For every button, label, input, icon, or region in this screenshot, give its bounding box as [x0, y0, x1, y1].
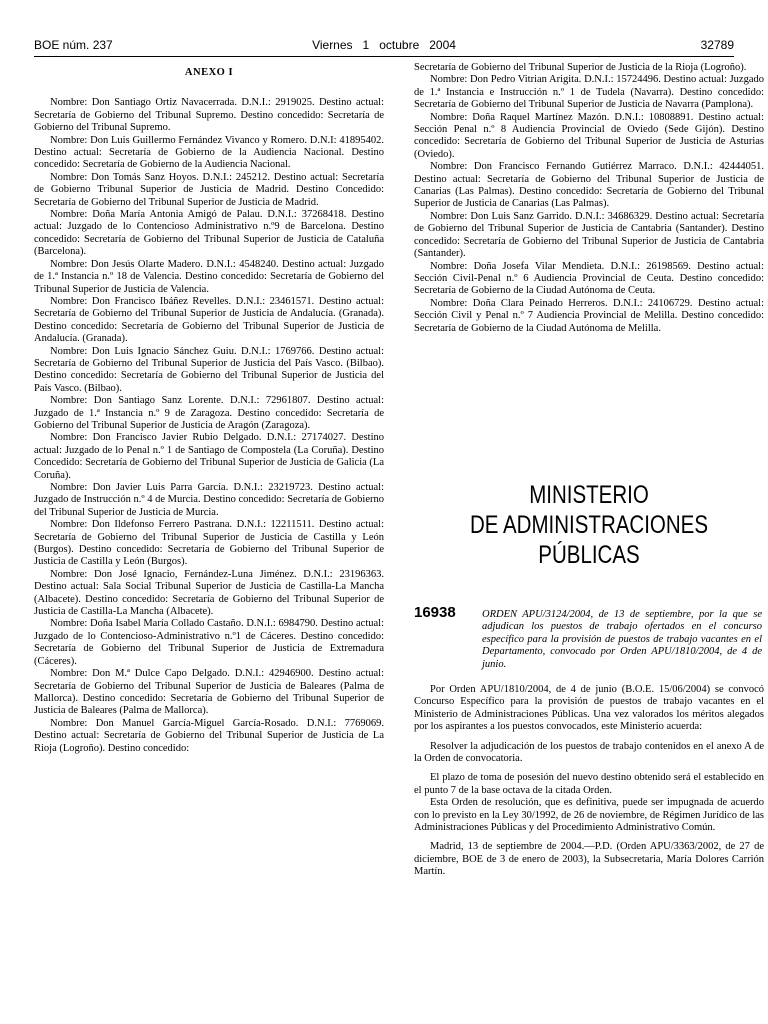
entry-paragraph: Nombre: Don Manuel García-Miguel García-Rosado. D.N.I.: 7769069. Destino actual: Secretaría de Gobierno del Tribunal Superior de Justicia de La Rioja (Logroño). Destino concedido: [34, 717, 384, 754]
order-paragraph: Por Orden APU/1810/2004, de 4 de junio (B.O.E. 15/06/2004) se convocó Concurso Específico para la provisión de puestos de trabajo vacantes en el Ministerio de Administraciones Públicas. Una vez valorados los méritos alegados por los aspirantes a los puestos convocados, este Ministerio acuerda: [414, 684, 764, 733]
order-paragraph: Esta Orden de resolución, que es definitiva, puede ser impugnada de acuerdo con lo previsto en la Ley 30/1992, de 26 de noviembre, de Régimen Jurídico de las Administraciones Públicas y del Procedimiento Administrativo Común. [414, 797, 764, 834]
entry-paragraph: Nombre: Don Luis Ignacio Sánchez Guiu. D.N.I.: 1769766. Destino actual: Secretaría de Gobierno del Tribunal Superior de Justicia del País Vasco. (Bilbao). Destino concedido: Secretaría de Gobierno del Tribunal Superior de Justicia del País Vasco. (Bilbao). [34, 345, 384, 394]
entry-paragraph: Nombre: Don Luis Sanz Garrido. D.N.I.: 34686329. Destino actual: Secretaría de Gobierno del Tribunal Superior de Justicia de Cantabria (Santander). Destino concedido: Secretaría de Gobierno del Tribunal Superior de Justicia de Cantabria (Santander). [414, 210, 764, 260]
entry-continuation: Secretaría de Gobierno del Tribunal Superior de Justicia de la Rioja (Logroño). [414, 62, 747, 73]
entry-paragraph: Nombre: Don Jesús Olarte Madero. D.N.I.: 4548240. Destino actual: Juzgado de 1.ª Instancia n.º 18 de Valencia. Destino concedido: Secretaría de Gobierno del Tribunal Superior de Justicia de Valencia. [34, 258, 384, 295]
publication-date: Viernes 1 octubre 2004 [312, 38, 456, 52]
order-signature: Madrid, 13 de septiembre de 2004.—P.D. (Orden APU/3363/2002, de 27 de diciembre, BOE de 3 de enero de 2003), la Subsecretaria, María Dolores Carrión Martín. [414, 841, 764, 878]
ministry-heading [446, 480, 733, 570]
entry-paragraph: Nombre: Doña Josefa Vilar Mendieta. D.N.I.: 26198569. Destino actual: Sección Civil-Penal n.º 6 Audiencia Provincial de Ceuta. Destino concedido: Secretaría de Gobierno de la Ciudad Autónoma de Ceuta. [414, 260, 764, 297]
order-number: 16938 [414, 604, 456, 621]
left-column [34, 62, 384, 755]
entry-paragraph: Nombre: Don Pedro Vitrian Arigita. D.N.I.: 15724496. Destino actual: Juzgado de 1.ª Instancia e Instrucción n.º 1 de Tudela (Navarra). Destino concedido: Secretaría de Gobierno del Tribunal Superior de Justicia de Navarra (Pamplona). [414, 74, 764, 111]
entry-paragraph: Nombre: Don Luis Guillermo Fernández Vivanco y Romero. D.N.I: 41895402. Destino actual: Secretaría de Gobierno de la Audiencia Nacional. Destino concedido: Secretaría de Gobierno de la Audiencia Nacional. [34, 134, 384, 171]
entry-paragraph: Nombre: Doña Clara Peinado Herreros. D.N.I.: 24106729. Destino actual: Sección Civil y Penal n.º 7 Audiencia Provincial de Melilla. Destino concedido: Secretaría de Gobierno de la Ciudad Autónoma de Melilla. [414, 297, 764, 334]
entry-paragraph: Nombre: Doña Isabel María Collado Castaño. D.N.I.: 6984790. Destino actual: Juzgado de lo Contencioso-Administrativo n.º1 de Cáceres. Destino concedido: Secretaría de Gobierno del Tribunal Superior de Justicia de Extremadura (Cáceres). [34, 618, 384, 667]
ministry-line: MINISTERIO [529, 481, 649, 509]
page-number: 32789 [700, 38, 734, 52]
journal-issue: BOE núm. 237 [34, 38, 113, 52]
entry-paragraph: Nombre: Don Francisco Fernando Gutiérrez Marraco. D.N.I.: 42444051. Destino actual: Secretaría de Gobierno del Tribunal Superior de Justicia de Canarias (Las Palmas). Destino concedido: Secretaría de Gobierno del Tribunal Superior de Justicia de Canarias (Las Palmas). [414, 161, 764, 210]
order-body [414, 684, 764, 879]
ministry-line: DE ADMINISTRACIONES [469, 511, 709, 539]
entry-paragraph: Nombre: Don Francisco Ibáñez Revelles. D.N.I.: 23461571. Destino actual: Secretaría de Gobierno del Tribunal Superior de Justicia de Andalucía. (Granada). Destino concedido: Secretaría de Gobierno del Tribunal Superior de Justicia de Andalucía. (Granada). [34, 295, 384, 345]
order-paragraph: El plazo de toma de posesión del nuevo destino obtenido será el establecido en el punto 7 de la base octava de la citada Orden. [414, 772, 764, 796]
right-column [414, 62, 764, 335]
entry-paragraph: Nombre: Doña Raquel Martínez Mazón. D.N.I.: 10808891. Destino actual: Sección Penal n.º 8 Audiencia Provincial de Oviedo (Sede Gijón). Destino concedido: Secretaría de Gobierno del Tribunal Superior de Justicia de Asturias (Oviedo). [414, 111, 764, 160]
entry-paragraph: Nombre: Don Santiago Ortiz Navacerrada. D.N.I.: 2919025. Destino actual: Secretaría de Gobierno del Tribunal Supremo. Destino concedido: Secretaría de Gobierno del Tribunal Supremo. [34, 97, 384, 134]
entry-paragraph: Nombre: Don José Ignacio, Fernández-Luna Jiménez. D.N.I.: 23196363. Destino actual: Sala Social Tribunal Superior de Justicia de Castilla-La Mancha (Albacete). Destino concedido: Secretaría de Gobierno del Tribunal Superior de Justicia de Castilla-La Mancha (Albacete). [34, 568, 384, 618]
entry-paragraph: Nombre: Don Tomás Sanz Hoyos. D.N.I.: 245212. Destino actual: Secretaría de Gobierno Tribunal Superior de Justicia de Madrid. Destino Concedido: Secretaría de Gobierno del Tribunal Superior de Justicia de Madrid. [34, 171, 384, 208]
ministry-line: PÚBLICAS [538, 541, 640, 569]
entry-paragraph: Nombre: Don Santiago Sanz Lorente. D.N.I.: 72961807. Destino actual: Juzgado de 1.ª Instancia n.º 9 de Zaragoza. Destino concedido: Secretaría de Gobierno del Tribunal Superior de Justicia de Aragón (Zaragoza). [34, 395, 384, 431]
order-title: ORDEN APU/3124/2004, de 13 de septiembre, por la que se adjudican los puestos de trabajo ofertados en el concurso específico para la provisión de puestos de trabajo vacantes en el Departamento, convocado por Orden APU/1810/2004, de 4 de junio. [482, 609, 762, 670]
entry-paragraph: Nombre: Don Ildefonso Ferrero Pastrana. D.N.I.: 12211511. Destino actual: Secretaría de Gobierno del Tribunal Superior de Justicia de Castilla y León (Burgos). Destino concedido: Secretaría de Gobierno del Tribunal Superior de Justicia de Castilla y León (Burgos). [34, 519, 384, 568]
entry-paragraph: Nombre: Don Javier Luis Parra García. D.N.I.: 23219723. Destino actual: Juzgado de Instrucción n.º 4 de Murcia. Destino concedido: Secretaría de Gobierno del Tribunal Superior de Justicia de Murcia. [34, 482, 384, 518]
entry-paragraph: Nombre: Don Francisco Javier Rubio Delgado. D.N.I.: 27174027. Destino actual: Juzgado de lo Penal n.º 1 de Santiago de Compostela (La Coruña). Destino Concedido: Secretaría de Gobierno del Tribunal Superior de Justicia de Galicia (La Coruña). [34, 432, 384, 481]
entry-paragraph: Nombre: Don M.ª Dulce Capo Delgado. D.N.I.: 42946900. Destino actual: Secretaría de Gobierno del Tribunal Superior de Justicia de Baleares (Palma de Mallorca). Destino concedido: Secretaría de Gobierno del Tribunal Superior de Justicia de Baleares (Palma de Mallorca). [34, 668, 384, 717]
page-header [34, 38, 734, 54]
header-rule [34, 56, 734, 57]
annex-title: ANEXO I [184, 67, 234, 78]
order-paragraph: Resolver la adjudicación de los puestos de trabajo contenidos en el anexo A de la Orden de convocatoria. [414, 740, 764, 765]
entry-paragraph: Nombre: Doña María Antonia Amigó de Palau. D.N.I.: 37268418. Destino actual: Juzgado de lo Contencioso Administrativo n.º9 de Barcelona. Destino concedido: Secretaría de Gobierno del Tribunal Superior de Justicia de Cataluña (Barcelona). [34, 209, 384, 258]
